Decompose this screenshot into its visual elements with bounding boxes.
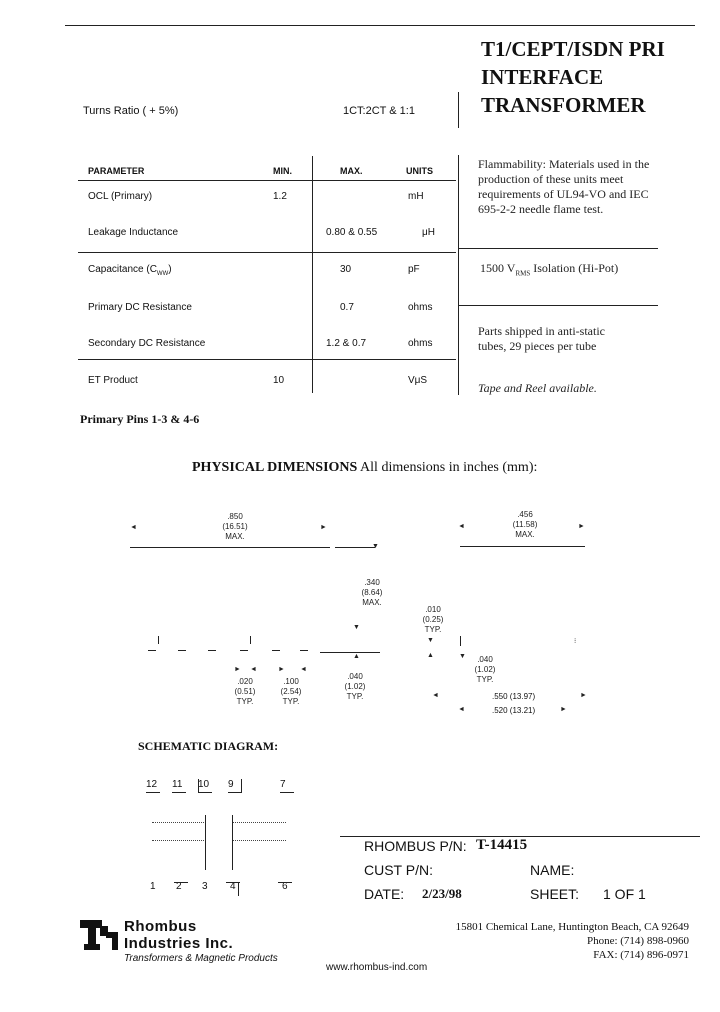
lead-mark (272, 650, 280, 651)
units-cell: ohms (408, 338, 433, 349)
core-line (232, 815, 233, 870)
logo-mark (78, 918, 122, 952)
company-tagline: Transformers & Magnetic Products (124, 953, 278, 964)
max-cell: 0.7 (340, 302, 354, 313)
company-name-1: Rhombus (124, 918, 197, 935)
arrow-right-icon: ► (320, 524, 327, 531)
table-rule (78, 359, 456, 360)
tape-reel-note: Tape and Reel available. (478, 381, 597, 395)
primary-pins-note: Primary Pins 1-3 & 4-6 (80, 412, 200, 426)
arrow-right-icon: ► (278, 666, 285, 673)
pin-label: 10 (198, 779, 210, 790)
title-divider (458, 92, 459, 128)
pin-line (280, 792, 294, 793)
dim-text: (0.51) (234, 687, 256, 696)
param-cell: ET Product (88, 375, 138, 386)
date-value: 2/23/98 (422, 886, 462, 901)
core-line (205, 815, 206, 870)
pin-line (174, 882, 188, 883)
cust-pn-label: CUST P/N: (364, 862, 433, 878)
min-cell: 1.2 (273, 191, 287, 202)
header-parameter: PARAMETER (88, 166, 145, 176)
max-cell: 0.80 & 0.55 (326, 227, 378, 238)
pin-mark-icon: ⁝ (574, 638, 577, 645)
max-cell: 30 (340, 264, 352, 275)
schematic-heading: SCHEMATIC DIAGRAM: (138, 739, 279, 753)
dim-text: MAX. (225, 532, 245, 541)
dim-text: .040 (347, 672, 363, 681)
dim-standoff (470, 655, 500, 685)
min-cell: 10 (273, 375, 285, 386)
dim-lead-thickness (418, 605, 448, 635)
lead-mark (300, 650, 308, 651)
pin-label: 1 (150, 881, 156, 892)
dim-text: TYP. (236, 697, 254, 706)
pin-line (146, 792, 160, 793)
dim-text: .100 (283, 677, 299, 686)
winding (152, 822, 206, 823)
dim-text: TYP. (282, 697, 300, 706)
pin-line (198, 792, 212, 793)
name-label: NAME: (530, 862, 575, 878)
arrow-down-icon: ▼ (372, 543, 379, 550)
header-max: MAX. (340, 166, 363, 176)
units-cell: VμS (408, 375, 428, 386)
pin-label: 6 (282, 881, 288, 892)
arrow-right-icon: ► (578, 523, 585, 530)
param-text: Capacitance (C (88, 264, 157, 275)
arrow-left-icon: ◄ (432, 692, 439, 699)
sheet-label: SHEET: (530, 886, 580, 902)
width-line (460, 546, 585, 547)
arrow-right-icon: ► (580, 692, 587, 699)
lead-mark (240, 650, 248, 651)
units-cell: mH (408, 191, 424, 202)
title-line-2: INTERFACE (481, 65, 604, 89)
pin-line (198, 779, 199, 793)
dim-text: (1.02) (474, 665, 496, 674)
dim-text: .340 (364, 578, 380, 587)
param-cell: Primary DC Resistance (88, 302, 192, 313)
header-units: UNITS (406, 166, 433, 176)
turns-ratio-label: Turns Ratio ( + 5%) (83, 105, 179, 117)
schematic-diagram (140, 770, 310, 900)
pin-line (278, 882, 292, 883)
arrow-up-icon: ▲ (427, 652, 434, 659)
base-line (320, 652, 380, 653)
isolation-note (480, 261, 618, 281)
param-end: ) (168, 264, 172, 275)
dim-text: TYP. (424, 625, 442, 634)
notes-rule (458, 305, 658, 306)
pin-line (172, 792, 186, 793)
dim-text: (2.54) (280, 687, 302, 696)
param-cell (88, 264, 172, 277)
body-top-line (130, 547, 330, 548)
date-label: DATE: (364, 886, 405, 902)
arrow-up-icon: ▲ (353, 653, 360, 660)
pin-label: 11 (172, 779, 183, 790)
dim-text: (0.25) (422, 615, 444, 624)
lead-mark (208, 650, 216, 651)
pin-label: 2 (176, 881, 182, 892)
company-name-2: Industries Inc. (124, 935, 234, 952)
dim-text: (1.02) (344, 682, 366, 691)
pin-line (228, 792, 242, 793)
table-rule (78, 252, 456, 253)
table-col-rule (312, 156, 313, 393)
arrow-left-icon: ◄ (130, 524, 137, 531)
arrow-down-icon: ▼ (427, 637, 434, 644)
company-fax: FAX: (714) 896-0971 (593, 949, 689, 961)
physical-heading-rest: All dimensions in inches (mm): (357, 460, 538, 475)
arrow-left-icon: ◄ (458, 523, 465, 530)
dim-text: .456 (517, 510, 533, 519)
pin-label: 3 (202, 881, 208, 892)
table-rule (78, 180, 456, 181)
param-cell: Leakage Inductance (88, 227, 179, 238)
body-top-line (335, 547, 375, 548)
top-rule (65, 25, 695, 26)
dim-text: .010 (425, 605, 441, 614)
lead-mark (178, 650, 186, 651)
param-subscript: WW (156, 271, 169, 277)
dim-text: TYP. (476, 675, 494, 684)
units-cell: pF (408, 264, 420, 275)
pin-label: 12 (146, 779, 158, 790)
units-cell: μH (422, 227, 435, 238)
arrow-down-icon: ▼ (459, 653, 466, 660)
dim-width (495, 510, 555, 540)
pin-line (241, 779, 242, 793)
dim-text: TYP. (346, 692, 364, 701)
dim-lead-width (230, 677, 260, 707)
winding (152, 840, 206, 841)
isolation-sub: RMS (515, 269, 531, 278)
pin-label: 4 (230, 881, 236, 892)
units-cell: ohms (408, 302, 433, 313)
lead-mark (460, 636, 461, 646)
arrow-left-icon: ◄ (250, 666, 257, 673)
flammability-note: Flammability: Materials used in the production of these units meet requirements of UL94-VO and IEC 695-2-2 needle flame test. (478, 157, 650, 216)
notes-divider (458, 155, 459, 395)
header-min: MIN. (273, 166, 292, 176)
physical-heading-bold: PHYSICAL DIMENSIONS (192, 460, 358, 475)
arrow-left-icon: ◄ (458, 706, 465, 713)
pin-line (238, 882, 239, 896)
winding (232, 840, 286, 841)
arrow-right-icon: ► (234, 666, 241, 673)
dim-span-1: .550 (13.97) (492, 692, 536, 701)
lead-mark (148, 650, 156, 651)
sheet-value: 1 OF 1 (603, 886, 646, 902)
param-cell: OCL (Primary) (88, 191, 153, 202)
dim-text: (8.64) (361, 588, 383, 597)
winding (232, 822, 286, 823)
physical-dimensions-heading (192, 460, 537, 476)
arrow-right-icon: ► (560, 706, 567, 713)
max-cell: 1.2 & 0.7 (326, 338, 367, 349)
title-line-3: TRANSFORMER (481, 93, 646, 117)
isolation-post: Isolation (Hi-Pot) (530, 261, 619, 275)
company-website[interactable]: www.rhombus-ind.com (326, 962, 428, 973)
rhombus-pn-value: T-14415 (476, 837, 528, 853)
dim-text: (16.51) (222, 522, 248, 531)
pin-label: 7 (280, 779, 286, 790)
dim-span-2: .520 (13.21) (492, 706, 536, 715)
dim-pitch (276, 677, 306, 707)
title-line-1: T1/CEPT/ISDN PRI (481, 37, 665, 61)
dim-text: .850 (227, 512, 243, 521)
packaging-note: Parts shipped in anti-static tubes, 29 pieces per tube (478, 324, 605, 353)
company-address: 15801 Chemical Lane, Huntington Beach, CA 92649 (455, 921, 689, 933)
lead-mark (250, 636, 251, 644)
arrow-left-icon: ◄ (300, 666, 307, 673)
company-phone: Phone: (714) 898-0960 (586, 935, 689, 947)
turns-ratio-value: 1CT:2CT & 1:1 (343, 105, 415, 117)
arrow-down-icon: ▼ (353, 624, 360, 631)
dim-text: MAX. (515, 530, 535, 539)
dim-text: MAX. (362, 598, 382, 607)
lead-mark (158, 636, 159, 644)
notes-rule (458, 248, 658, 249)
rhombus-pn-label: RHOMBUS P/N: (364, 838, 467, 854)
param-cell: Secondary DC Resistance (88, 338, 206, 349)
dim-length (205, 512, 265, 542)
pin-label: 9 (228, 779, 234, 790)
dim-lead-length (340, 672, 370, 702)
dim-text: (11.58) (512, 520, 538, 529)
isolation-pre: 1500 V (480, 261, 516, 275)
dim-text: .040 (477, 655, 493, 664)
company-logo-icon (78, 918, 122, 952)
dim-height (352, 578, 392, 608)
dim-text: .020 (237, 677, 253, 686)
